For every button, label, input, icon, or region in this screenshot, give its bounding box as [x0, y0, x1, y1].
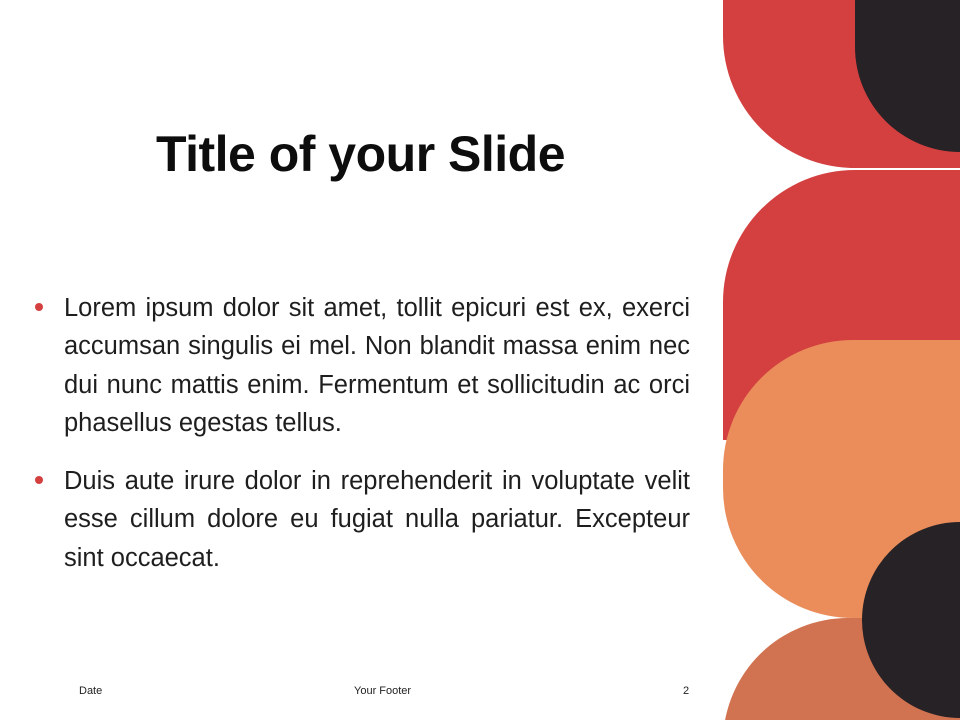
footer-text: Your Footer: [354, 685, 412, 697]
coral-shape-bottom: [723, 618, 960, 720]
bullet-item: [34, 462, 690, 577]
red-shape-top: [723, 0, 960, 168]
bullet-dot-icon: [35, 303, 43, 311]
bullet-text: Duis aute irure dolor in reprehenderit in voluptate velit esse cillum dolore eu fugiat nulla pariatur. Excepteur sint occaecat.: [64, 467, 690, 572]
footer-date: Date: [79, 685, 103, 697]
bullet-dot-icon: [35, 476, 43, 484]
orange-shape: [723, 340, 960, 618]
bullet-list: [34, 289, 690, 597]
dark-shape-top: [855, 0, 960, 152]
bullet-item: [34, 289, 690, 442]
coral-shape-top: [850, 0, 960, 168]
red-shape-middle: [723, 170, 960, 440]
dark-shape-bottom: [862, 522, 960, 718]
page-number: 2: [683, 685, 690, 697]
slide-title: Title of your Slide: [155, 126, 566, 182]
bullet-text: Lorem ipsum dolor sit amet, tollit epicuri est ex, exerci accumsan singulis ei mel. Non blandit massa enim nec dui nunc mattis enim. Fermentum et sollicitudin ac orci phasellus egestas tellus.: [64, 294, 690, 437]
